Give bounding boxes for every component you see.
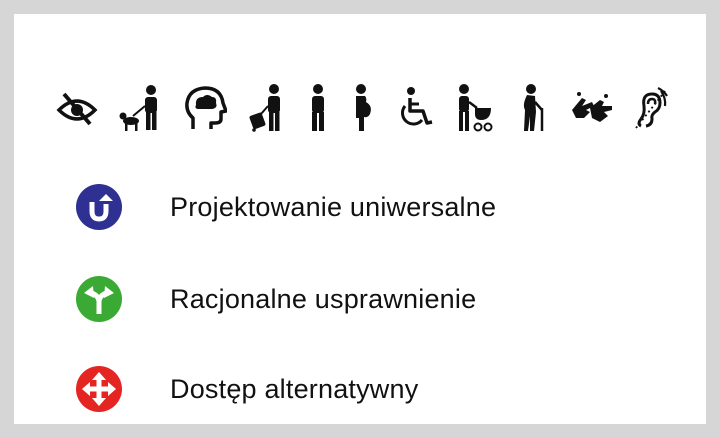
parent-with-stroller-icon bbox=[455, 84, 495, 132]
legend-item-universal-design bbox=[76, 184, 496, 230]
four-way-arrow-icon bbox=[76, 366, 122, 412]
cognitive-disability-icon bbox=[183, 85, 227, 131]
sign-language-icon bbox=[568, 88, 614, 128]
traveller-with-luggage-icon bbox=[247, 84, 287, 132]
split-arrow-icon bbox=[76, 276, 122, 322]
info-card bbox=[14, 14, 706, 424]
wheelchair-icon bbox=[396, 86, 436, 130]
person-standing-icon bbox=[306, 84, 330, 132]
legend-label: Projektowanie uniwersalne bbox=[170, 191, 497, 222]
badge-circle bbox=[76, 184, 122, 230]
guide-dog-icon bbox=[118, 84, 164, 132]
visual-impairment-icon bbox=[56, 88, 98, 128]
legend-item-reasonable-accommodation bbox=[76, 276, 476, 322]
legend-item-alternative-access bbox=[76, 366, 418, 412]
u-turn-arrow-icon bbox=[76, 184, 122, 230]
elderly-person-with-cane-icon bbox=[515, 84, 549, 132]
legend-label: Dostęp alternatywny bbox=[170, 373, 419, 404]
legend-label: Racjonalne usprawnienie bbox=[170, 283, 477, 314]
pregnant-woman-icon bbox=[350, 84, 376, 132]
hearing-impairment-icon bbox=[634, 86, 668, 130]
accessibility-icons-row bbox=[56, 84, 668, 132]
